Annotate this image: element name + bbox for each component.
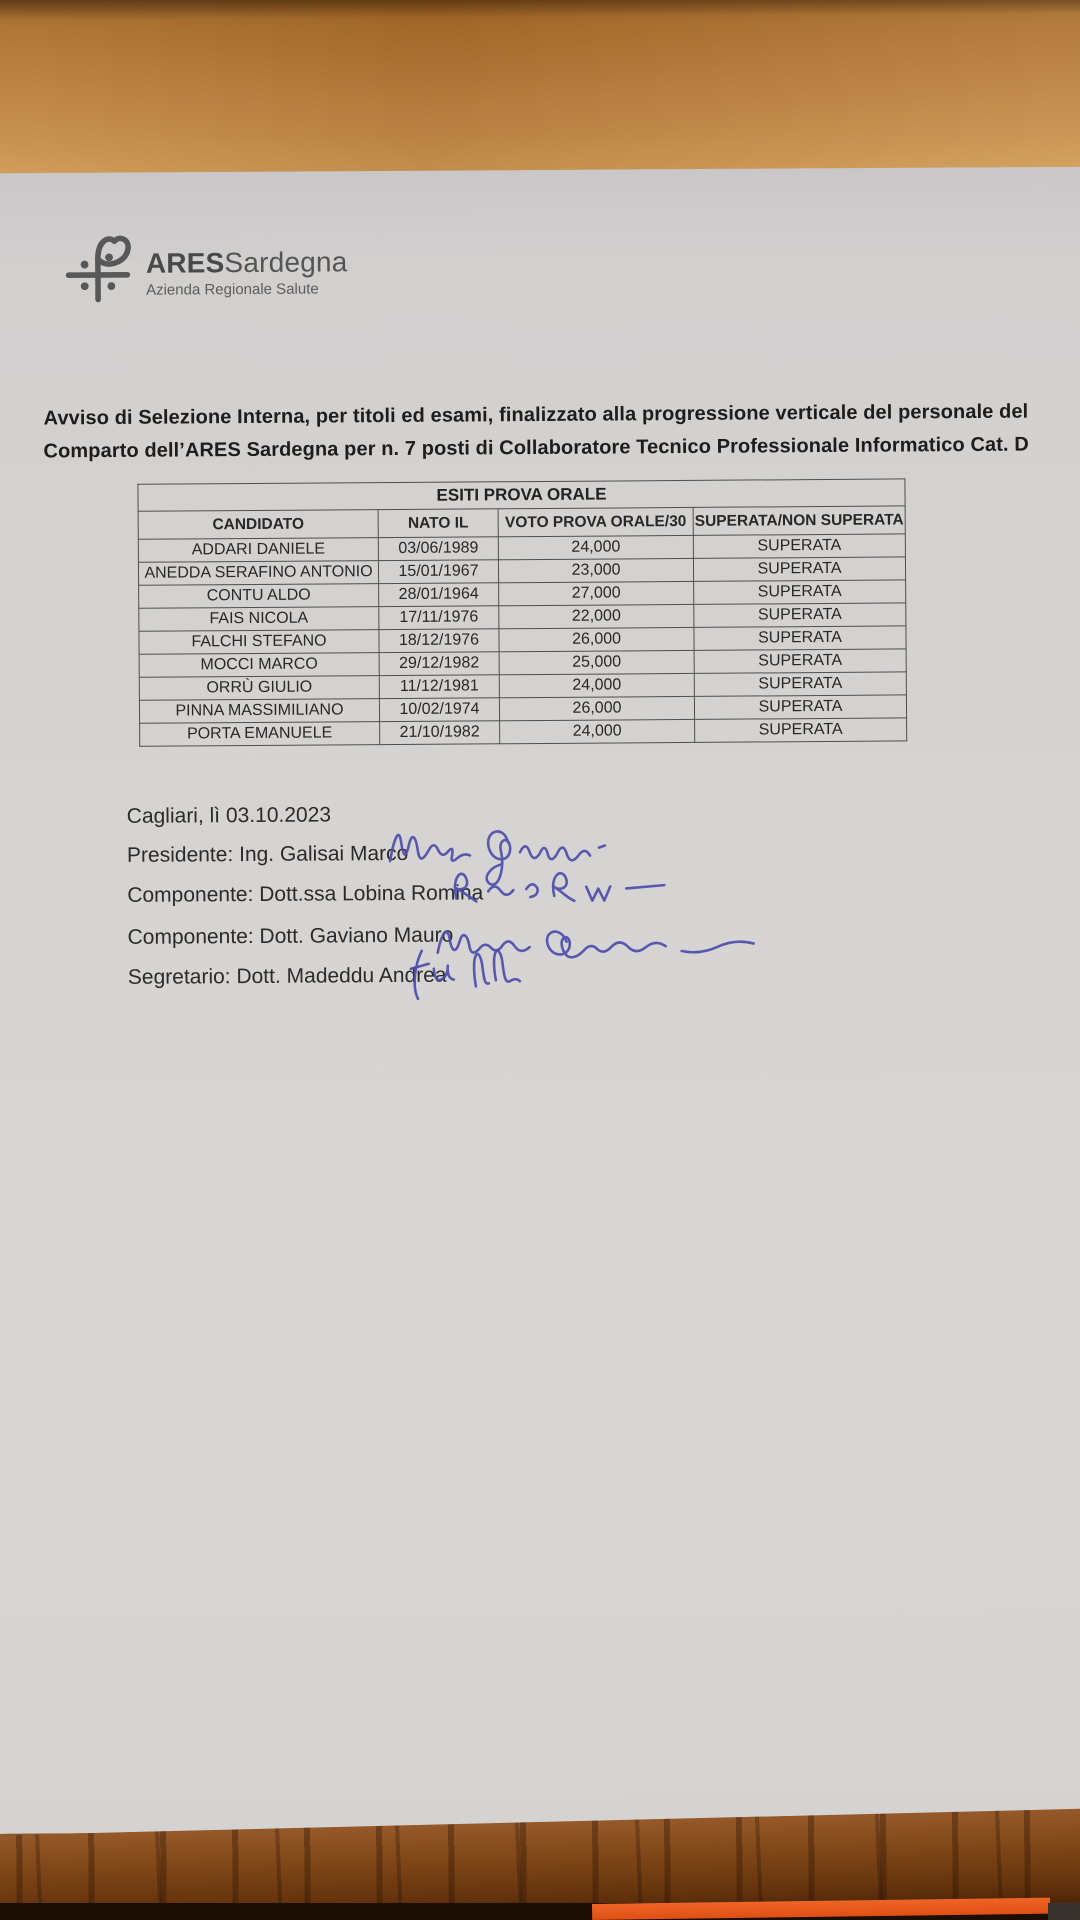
cell-nato-il: 21/10/1982 <box>380 721 500 745</box>
cell-voto: 25,000 <box>499 650 694 674</box>
col-header-nato-il: NATO IL <box>378 509 498 538</box>
cell-candidato: ANEDDA SERAFINO ANTONIO <box>138 561 378 586</box>
desk-wood-top <box>0 0 1080 173</box>
logo-brand-bold: ARES <box>145 247 225 279</box>
cell-voto: 24,000 <box>499 673 694 697</box>
cell-esito: SUPERATA <box>694 626 906 650</box>
col-header-candidato: CANDIDATO <box>138 510 378 540</box>
cell-esito: SUPERATA <box>693 534 905 558</box>
cell-voto: 22,000 <box>499 604 694 628</box>
cell-nato-il: 18/12/1976 <box>379 629 499 653</box>
cell-voto: 26,000 <box>499 627 694 651</box>
document-paper <box>0 158 1080 1834</box>
cell-candidato: PORTA EMANUELE <box>140 722 380 747</box>
ares-logo-text <box>146 227 348 310</box>
cell-candidato: ORRÙ GIULIO <box>139 676 379 701</box>
table-caption: ESITI PROVA ORALE <box>138 479 905 511</box>
dark-corner <box>1048 1903 1080 1920</box>
signature-lobina-romina <box>446 861 701 909</box>
signer-componente-lobina: Componente: Dott.ssa Lobina Romina <box>127 881 484 907</box>
col-header-superata: SUPERATA/NON SUPERATA <box>693 506 905 535</box>
cell-nato-il: 17/11/1976 <box>379 606 499 630</box>
under-desk-shadow <box>0 1903 1080 1920</box>
cell-candidato: CONTU ALDO <box>139 584 379 609</box>
cell-esito: SUPERATA <box>694 672 906 696</box>
signer-presidente: Presidente: Ing. Galisai Marco <box>126 841 409 867</box>
cell-voto: 24,000 <box>500 719 695 743</box>
cell-nato-il: 03/06/1989 <box>378 537 498 561</box>
signature-madeddu-andrea <box>402 934 537 1007</box>
cell-candidato: ADDARI DANIELE <box>138 538 378 563</box>
logo-brand-light: Sardegna <box>224 246 348 279</box>
table-row <box>140 718 907 746</box>
cell-candidato: MOCCI MARCO <box>139 653 379 678</box>
cell-voto: 26,000 <box>499 696 694 720</box>
results-table <box>137 478 907 746</box>
cell-candidato: FALCHI STEFANO <box>139 630 379 655</box>
ares-cross-heart-icon <box>63 229 134 311</box>
cell-esito: SUPERATA <box>695 718 907 742</box>
cell-nato-il: 29/12/1982 <box>379 652 499 676</box>
title-line-1: Avviso di Selezione Interna, per titoli ed esami, finalizzato alla progressione verticale del personale del <box>43 400 1029 430</box>
cell-candidato: PINNA MASSIMILIANO <box>139 699 379 724</box>
logo-brand <box>146 247 348 278</box>
place-date: Cagliari, lì 03.10.2023 <box>126 803 332 828</box>
title-line-2: Comparto dell’ARES Sardegna per n. 7 posti di Collaboratore Tecnico Professionale Informatico Cat. D <box>43 433 1029 463</box>
cell-voto: 27,000 <box>499 581 694 605</box>
cell-esito: SUPERATA <box>694 649 906 673</box>
cell-esito: SUPERATA <box>693 557 905 581</box>
cell-voto: 24,000 <box>498 535 693 559</box>
cell-nato-il: 15/01/1967 <box>378 560 498 584</box>
logo-tagline: Azienda Regionale Salute <box>146 280 319 299</box>
cell-nato-il: 10/02/1974 <box>379 698 499 722</box>
ares-logo <box>63 227 348 311</box>
col-header-voto-prova-orale: VOTO PROVA ORALE/30 <box>498 507 693 536</box>
signer-componente-gaviano: Componente: Dott. Gaviano Mauro <box>127 923 454 949</box>
cell-esito: SUPERATA <box>694 603 906 627</box>
cell-nato-il: 11/12/1981 <box>379 675 499 699</box>
cell-nato-il: 28/01/1964 <box>379 583 499 607</box>
cell-esito: SUPERATA <box>694 580 906 604</box>
document-content <box>0 158 1080 1833</box>
results-table-body <box>138 534 906 746</box>
document-title <box>16 395 1056 468</box>
cell-candidato: FAIS NICOLA <box>139 607 379 632</box>
cell-voto: 23,000 <box>498 558 693 582</box>
signer-segretario-madeddu: Segretario: Dott. Madeddu Andrea <box>127 963 447 989</box>
cell-esito: SUPERATA <box>694 695 906 719</box>
